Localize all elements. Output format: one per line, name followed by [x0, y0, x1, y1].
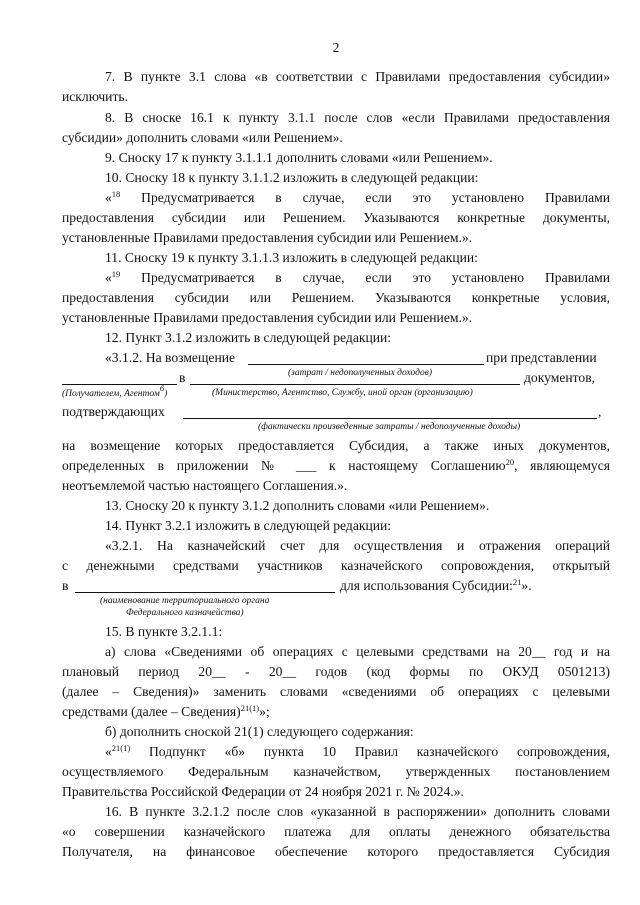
text-span: , — [598, 404, 602, 419]
text-line: 16. В пункте 3.2.1.2 после слов «указанной в распоряжении» дополнить словами — [105, 804, 610, 819]
text-line: 7. В пункте 3.1 слова «в соответствии с Правилами предоставления субсидии» — [105, 69, 610, 84]
text-line: а) слова «Сведениями об операциях с целевыми средствами на 20__ год и на — [105, 644, 610, 659]
text-line: «3.2.1. На казначейский счет для осуществления и отражения операций — [105, 538, 610, 553]
text-span: «3.1.2. На возмещение — [105, 350, 236, 365]
text-line: 14. Пункт 3.2.1 изложить в следующей редакции: — [105, 518, 392, 533]
blank-field — [248, 350, 484, 365]
text-line: 11. Сноску 19 к пункту 3.1.1.3 изложить в следующей редакции: — [105, 250, 478, 265]
text-line: установленные Правилами предоставления субсидии или Решением.». — [62, 230, 473, 245]
text-span: для использования Субсидии: — [340, 578, 513, 593]
text-line — [62, 744, 610, 760]
text-line: Правительства Российской Федерации от 24 ноября 2021 г. № 2024.». — [62, 784, 464, 799]
footnote-ref: 21(1) — [111, 743, 131, 753]
text-span: в — [179, 370, 186, 385]
footnote-ref: 20 — [505, 457, 515, 467]
text-line: с денежными средствами участников казначейского сопровождения, открытый — [62, 558, 610, 573]
text-line: Получателя, на финансовое обеспечение которого предоставляется Субсидия — [62, 844, 610, 859]
quote-mark: « — [105, 190, 112, 205]
blank-field — [183, 404, 597, 419]
footnote-ref: 18 — [111, 189, 121, 199]
text-line: плановый период 20__ - 20__ годов (код формы по ОКУД 0501213) — [62, 664, 610, 679]
field-caption: (фактически произведенные затраты / недополученные доходы) — [258, 422, 521, 432]
text-line: 12. Пункт 3.1.2 изложить в следующей редакции: — [105, 330, 392, 345]
text-span: , являющемуся — [514, 458, 611, 473]
text-line: предоставления субсидии или Решением. Указываются конкретные документы, — [62, 210, 610, 225]
text-span: Подпункт «б» пункта 10 Правил казначейского сопровождения, — [130, 744, 610, 759]
text-line: предоставления субсидии или Решением. Указываются конкретные условия, — [62, 290, 610, 305]
text-line — [62, 704, 610, 720]
text-span: средствами (далее – Сведения) — [62, 704, 241, 719]
text-line — [62, 270, 610, 286]
text-line: 15. В пункте 3.2.1.1: — [105, 624, 223, 639]
text-span: подтверждающих — [62, 404, 165, 419]
footnote-ref: 21 — [512, 577, 522, 587]
text-line: неотъемлемой частью настоящего Соглашения.». — [62, 478, 348, 493]
footnote-ref: 6 — [159, 383, 165, 393]
text-line: 10. Сноску 18 к пункту 3.1.1.2 изложить в следующей редакции: — [105, 170, 479, 185]
footnote-ref: 21(1) — [240, 703, 260, 713]
blank-field — [190, 370, 520, 385]
text-span: при представлении — [486, 350, 597, 365]
quote-mark: « — [105, 270, 112, 285]
field-caption: (Министерство, Агентство, Службу, иной орган (организацию) — [212, 388, 473, 398]
text-line: установленные Правилами предоставления субсидии или Решением.». — [62, 310, 473, 325]
text-line: (далее – Сведения)» заменить словами «сведениями об операциях с целевыми — [62, 684, 610, 699]
blank-field — [75, 578, 335, 593]
text-span: Предусматривается в случае, если это установлено Правилами — [120, 190, 610, 205]
text-span — [340, 578, 532, 594]
text-span: Предусматривается в случае, если это установлено Правилами — [120, 270, 610, 285]
text-span: документов, — [524, 370, 596, 385]
text-line: 8. В сноске 16.1 к пункту 3.1.1 после слов «если Правилами предоставления — [105, 110, 610, 125]
text-span: в — [62, 578, 69, 593]
text-span: ) — [164, 389, 168, 399]
field-caption: Федерального казначейства) — [126, 608, 244, 618]
footnote-ref: 19 — [111, 269, 121, 279]
text-line: «о совершении казначейского платежа для оплаты денежного обязательства — [62, 824, 610, 839]
text-line: б) дополнить сноской 21(1) следующего содержания: — [105, 724, 414, 739]
text-line: осуществляемого Федеральным казначейством, утвержденных постановлением — [62, 764, 610, 779]
text-line — [62, 190, 610, 206]
text-line: исключить. — [62, 89, 128, 104]
text-line — [62, 458, 610, 474]
text-span: »; — [259, 704, 270, 719]
document-page — [62, 0, 610, 905]
field-caption — [62, 383, 168, 400]
text-span: определенных в приложении № ___ к настоящему Соглашению — [62, 458, 506, 473]
field-caption: (затрат / недополученных доходов) — [288, 368, 432, 378]
text-span: ». — [521, 578, 532, 593]
text-line: 13. Сноску 20 к пункту 3.1.2 дополнить словами «или Решением». — [105, 498, 490, 513]
quote-mark: « — [105, 744, 112, 759]
text-line: субсидии» дополнить словами «или Решением». — [62, 130, 343, 145]
text-line: на возмещение которых предоставляется Субсидия, а также иных документов, — [62, 438, 610, 453]
field-caption: (наименование территориального органа — [100, 596, 270, 606]
text-line: 9. Сноску 17 к пункту 3.1.1.1 дополнить словами «или Решением». — [105, 150, 493, 165]
page-number: 2 — [332, 40, 340, 55]
text-span: (Получателем, Агентом — [62, 389, 160, 399]
